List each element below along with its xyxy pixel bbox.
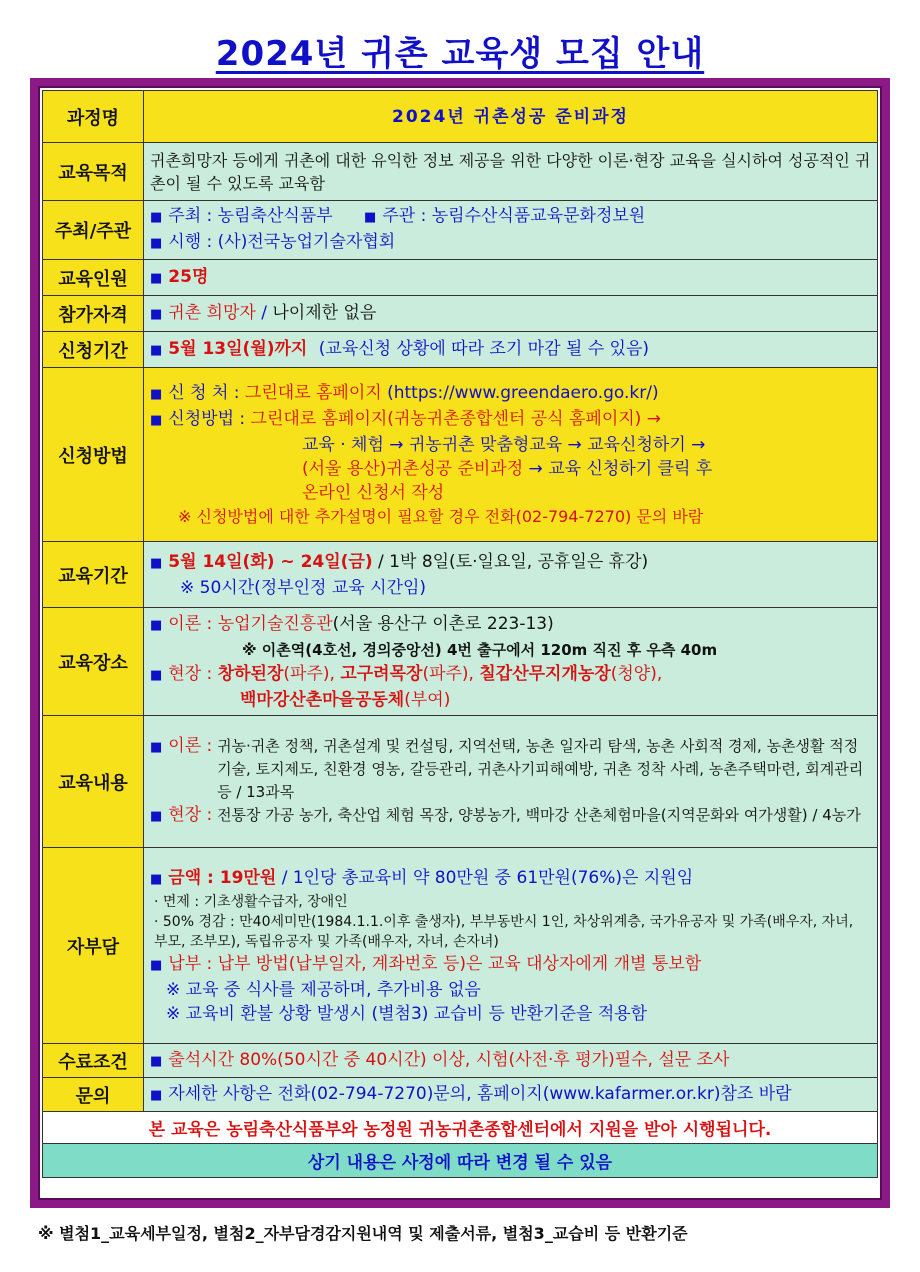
row-eligibility [43,296,878,332]
bullet-square-icon: ■ [150,617,163,633]
fee-exempt: · 면제 : 기초생활수급자, 장애인 [154,893,348,910]
schedule-detail: / 1박 8일(토·일요일, 공휴일은 휴강) [378,551,649,572]
purpose-text: 귀촌희망자 등에게 귀촌에 대한 유익한 정보 제공을 위한 다양한 이론·현장 교육을 실시하여 성공적인 귀촌이 될 수 있도록 교육함 [144,143,878,201]
separator: / [255,302,273,323]
period-note: (교육신청 상황에 따라 조기 마감 될 수 있음) [318,338,650,359]
fee-amount-detail: / 1인당 총교육비 약 80만원 중 61만원(76%)은 지원임 [281,867,694,888]
row-label: 교육내용 [43,716,144,848]
change-notice: 상기 내용은 사정에 따라 변경 될 수 있음 [43,1144,878,1178]
inquiry-value: 자세한 사항은 전화(02-794-7270)문의, 홈페이지(www.kafarmer.or.kr)참조 바람 [168,1083,792,1104]
eligibility-note: 나이제한 없음 [272,302,377,323]
place-label: 신 청 처 : [168,382,240,403]
capacity-cell [144,260,878,296]
method-course: (서울 용산)귀촌성공 준비과정 [302,458,524,479]
fee-meal: ※ 교육 중 식사를 제공하며, 추가비용 없음 [166,979,481,1000]
place-value: 그린대로 홈페이지 [244,382,382,403]
row-label: 주최/주관 [43,201,144,260]
row-label: 교육인원 [43,260,144,296]
row-venue [43,608,878,716]
schedule-cell [144,542,878,608]
inquiry-cell [144,1078,878,1112]
bullet-square-icon: ■ [150,412,163,428]
bullet-square-icon: ■ [150,270,163,286]
bullet-square-icon: ■ [150,871,163,887]
schedule-dates: 5월 14일(화) ~ 24일(금) [168,551,373,572]
venue-theory-label: 이론 : [168,613,213,634]
row-completion [43,1044,878,1078]
bullet-square-icon: ■ [150,667,163,683]
completion-value: 출석시간 80%(50시간 중 40시간) 이상, 시험(사전·후 평가)필수, 설문 조사 [168,1049,730,1070]
bullet-square-icon: ■ [150,236,163,251]
method-step-2: 교육 · 체험 → 귀농귀촌 맞춤형교육 → 교육신청하기 → [302,434,706,455]
fee-cell [144,848,878,1044]
period-cell [144,332,878,368]
method-note: ※ 신청방법에 대한 추가설명이 필요할 경우 전화(02-794-7270) 문의 바람 [178,506,704,526]
executor-text: 시행 : (사)전국농업기술자협회 [168,232,396,252]
venue-cell [144,608,878,716]
bullet-square-icon: ■ [150,1053,163,1069]
info-table [42,90,878,1178]
bullet-square-icon: ■ [150,342,163,358]
content-theory-label: 이론 : [168,736,213,756]
bullet-square-icon: ■ [150,740,163,755]
row-content [43,716,878,848]
host-cell [144,201,878,260]
field-site-2: 고구려목장 [340,663,423,684]
row-label: 교육목적 [43,143,144,201]
host-text: 주최 : 농림축산식품부 [168,206,333,226]
row-period [43,332,878,368]
method-cell [144,368,878,542]
bullet-square-icon: ■ [150,957,163,973]
row-label: 참가자격 [43,296,144,332]
row-inquiry [43,1078,878,1112]
content-theory: 귀농·귀촌 정책, 귀촌설계 및 컨설팅, 지역선택, 농촌 일자리 탐색, 농촌 사회적 경제, 농촌생활 적정기술, 토지제도, 친환경 영농, 갈등관리, 귀촌사기피해예방, 귀촌 정착 사례, 농촌주택마련, 회계관리 등 / 13과목 [217,737,864,801]
organizer-text: 주관 : 농림수산식품교육문화정보원 [382,206,646,226]
row-method [43,368,878,542]
field-region: (파주), [283,663,335,684]
eligibility-cell [144,296,878,332]
row-label: 교육기간 [43,542,144,608]
venue-field-label: 현장 : [168,663,213,684]
field-site-1: 창하된장 [217,663,284,684]
course-name: 2024년 귀촌성공 준비과정 [144,91,878,143]
row-purpose [43,143,878,201]
method-step-3: → 교육 신청하기 클릭 후 [528,458,713,479]
venue-theory-address: (서울 용산구 이촌로 223-13) [332,613,554,634]
fee-discount: · 50% 경감 : 만40세미만(1984.1.1.이후 출생자), 부부동반시 1인, 차상위계층, 국가유공자 및 가족(배우자, 자녀, 부모, 조부모), 독립유공자 및 가족(배우자, 자녀, 손자녀) [154,913,854,950]
row-label: 문의 [43,1078,144,1112]
notice-frame [30,78,890,1208]
field-region: (부여) [404,689,451,710]
bullet-square-icon: ■ [150,306,163,322]
field-site-4: 백마강산촌마을공동체 [240,689,405,710]
schedule-hours: ※ 50시간(정부인정 교육 시간임) [180,577,426,598]
row-schedule [43,542,878,608]
bullet-square-icon: ■ [364,210,377,225]
method-label: 신청방법 : [168,408,246,429]
attachments-note: ※ 별첨1_교육세부일정, 별첨2_자부담경감지원내역 및 제출서류, 별첨3_교습비 등 반환기준 [38,1224,688,1243]
row-label: 수료조건 [43,1044,144,1078]
bullet-square-icon: ■ [150,386,163,402]
bullet-square-icon: ■ [150,555,163,571]
row-label: 교육장소 [43,608,144,716]
row-course [43,91,878,143]
capacity-value: 25명 [168,266,209,287]
row-label: 신청방법 [43,368,144,542]
content-field: 전통장 가공 농가, 축산업 체험 목장, 양봉농가, 백마강 산촌체험마을(지역문화와 여가생활) / 4농가 [217,806,861,824]
row-host [43,201,878,260]
fee-amount: 금액 : 19만원 [168,867,277,888]
content-field-label: 현장 : [168,805,213,825]
method-step-4: 온라인 신청서 작성 [302,482,445,503]
place-url[interactable]: (https://www.greendaero.go.kr/) [387,382,659,403]
bullet-square-icon: ■ [150,210,163,225]
field-region: (청양), [610,663,663,684]
row-capacity [43,260,878,296]
page-title: 2024년 귀촌 교육생 모집 안내 [215,34,705,74]
row-fee [43,848,878,1044]
deadline: 5월 13일(월)까지 [168,338,308,359]
row-label: 신청기간 [43,332,144,368]
field-region: (파주), [422,663,474,684]
row-label: 과정명 [43,91,144,143]
field-site-3: 칠갑산무지개농장 [479,663,611,684]
row-footer-support [43,1112,878,1144]
fee-refund: ※ 교육비 환불 상황 발생시 (별첨3) 교습비 등 반환기준을 적용함 [166,1003,648,1024]
fee-payment: 납부 : 납부 방법(납부일자, 계좌번호 등)은 교육 대상자에게 개별 통보함 [168,953,702,974]
row-footer-change [43,1144,878,1178]
content-cell [144,716,878,848]
support-notice: 본 교육은 농림축산식품부와 농정원 귀농귀촌종합센터에서 지원을 받아 시행됩니다. [43,1112,878,1144]
eligibility-value: 귀촌 희망자 [168,302,256,323]
method-step-1: 그린대로 홈페이지(귀농귀촌종합센터 공식 홈페이지) → [250,408,661,429]
bullet-square-icon: ■ [150,1087,163,1103]
venue-theory-place: 농업기술진흥관 [217,613,333,634]
venue-directions: ※ 이촌역(4호선, 경의중앙선) 4번 출구에서 120m 직진 후 우측 40m [242,640,718,659]
row-label: 자부담 [43,848,144,1044]
bullet-square-icon: ■ [150,809,163,824]
completion-cell [144,1044,878,1078]
